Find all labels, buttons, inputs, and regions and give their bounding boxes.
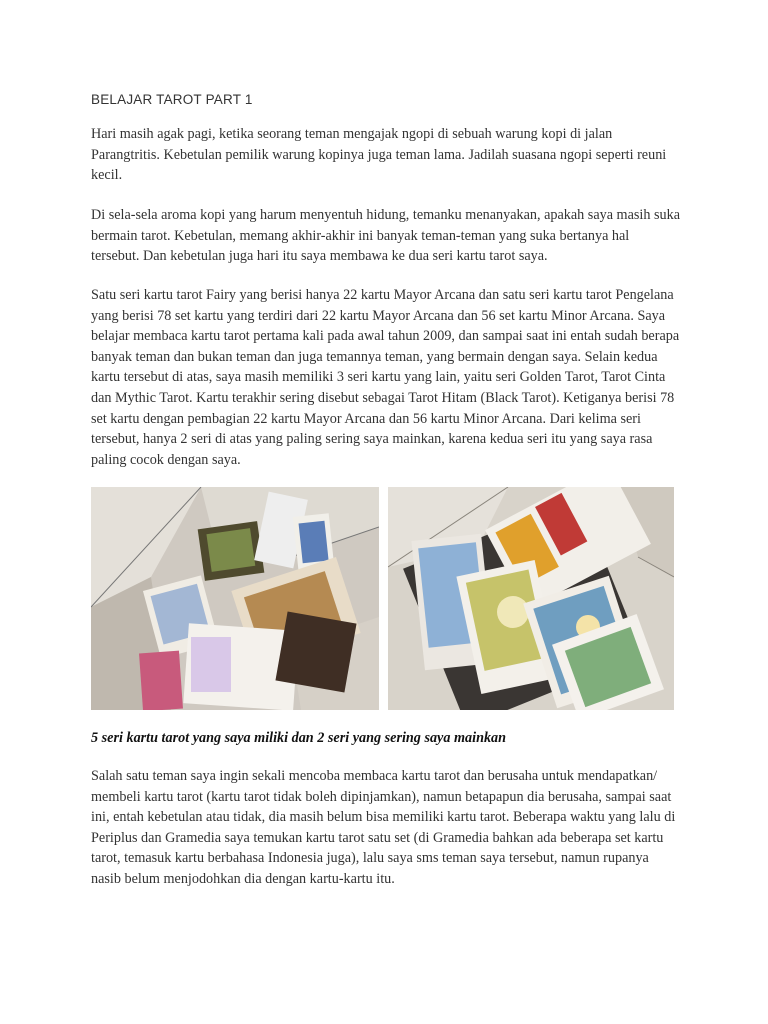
tarot-photo-right [388, 487, 674, 710]
photo-caption: 5 seri kartu tarot yang saya miliki dan 2 seri yang sering saya mainkan [91, 730, 507, 746]
paragraph-2: Di sela-sela aroma kopi yang harum menyentuh hidung, temanku menanyakan, apakah saya masih suka bermain tarot. Kebetulan, memang akhir-akhir ini banyak teman-teman yang suka bertanya hal tersebut. Dan kebetulan juga hari itu saya membawa ke dua seri kartu tarot saya. [91, 207, 680, 265]
document-title: BELAJAR TAROT PART 1 [91, 92, 253, 107]
paragraph-1: Hari masih agak pagi, ketika seorang teman mengajak ngopi di sebuah warung kopi di jalan Parangtritis. Kebetulan pemilik warung kopinya juga teman lama. Jadilah suasana ngopi seperti reuni kecil. [91, 126, 667, 184]
paragraph-4: Salah satu teman saya ingin sekali mencoba membaca kartu tarot dan berusaha untuk mendapatkan/ membeli kartu tarot (kartu tarot tidak boleh dipinjamkan), namun betapapun dia berusaha, sampai saat ini, entah kebetulan atau tidak, dia masih belum bisa memiliki kartu tarot. Beberapa waktu yang lalu di Periplus dan Gramedia saya temukan kartu tarot satu set (di Gramedia bahkan ada beberapa set kartu tarot, temasuk kartu berbahasa Indonesia juga), lalu saya sms teman saya tersebut, namun rupanya nasib belum menjodohkan dia dengan kartu-kartu itu. [91, 768, 676, 887]
paragraph-3: Satu seri kartu tarot Fairy yang berisi hanya 22 kartu Mayor Arcana dan satu seri kartu tarot Pengelana yang berisi 78 set kartu yang terdiri dari 22 kartu Mayor Arcana dan 56 set kartu Minor Arcana. Saya belajar membaca kartu tarot pertama kali pada awal tahun 2009, dan sampai saat ini entah sudah berapa banyak teman dan bukan teman dan juga temannya teman, yang bermain dengan saya. Selain kedua kartu tersebut di atas, saya masih memiliki 3 seri kartu yang lain, yaitu seri Golden Tarot, Tarot Cinta dan Mythic Tarot. Kartu terakhir sering disebut sebagai Tarot Hitam (Black Tarot). Ketiganya berisi 78 set kartu dengan pembagian 22 kartu Mayor Arcana dan 56 kartu Minor Arcana. Dari kelima seri tersebut, hanya 2 seri di atas yang paling sering saya mainkan, karena kedua seri itu yang saya rasa paling cocok dengan saya. [91, 287, 680, 468]
tarot-photo-left [91, 487, 379, 710]
